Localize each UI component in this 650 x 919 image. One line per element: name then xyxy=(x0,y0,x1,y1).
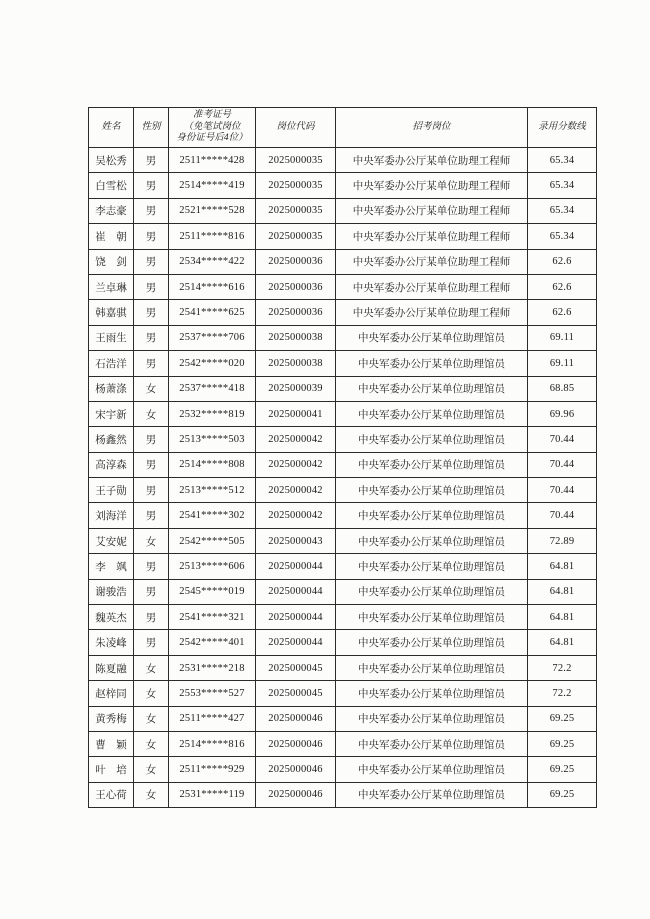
cell-position-code: 2025000045 xyxy=(256,681,336,706)
cell-name: 宋宇新 xyxy=(89,401,134,426)
cell-gender: 男 xyxy=(134,605,169,630)
cell-gender: 女 xyxy=(134,528,169,553)
cell-position-code: 2025000038 xyxy=(256,325,336,350)
cell-gender: 女 xyxy=(134,401,169,426)
table-row xyxy=(89,478,597,503)
cell-name: 白雪松 xyxy=(89,173,134,198)
cell-gender: 男 xyxy=(134,300,169,325)
cell-gender: 男 xyxy=(134,325,169,350)
cell-position-title: 中央军委办公厅某单位助理馆员 xyxy=(336,655,528,680)
cell-name: 朱凌峰 xyxy=(89,630,134,655)
cell-position-title: 中央军委办公厅某单位助理馆员 xyxy=(336,478,528,503)
cell-score: 72.2 xyxy=(528,681,597,706)
cell-score: 65.34 xyxy=(528,173,597,198)
cell-ticket-number: 2531*****119 xyxy=(169,782,256,807)
cell-position-title: 中央军委办公厅某单位助理工程师 xyxy=(336,173,528,198)
cell-position-title: 中央军委办公厅某单位助理馆员 xyxy=(336,503,528,528)
cell-score: 70.44 xyxy=(528,452,597,477)
cell-ticket-number: 2521*****528 xyxy=(169,198,256,223)
cell-score: 62.6 xyxy=(528,274,597,299)
table-row xyxy=(89,198,597,223)
cell-position-code: 2025000035 xyxy=(256,198,336,223)
table-row xyxy=(89,630,597,655)
table-row xyxy=(89,681,597,706)
cell-score: 72.2 xyxy=(528,655,597,680)
cell-position-code: 2025000046 xyxy=(256,706,336,731)
cell-position-title: 中央军委办公厅某单位助理馆员 xyxy=(336,579,528,604)
header-ticket-line2: （免笔试岗位 xyxy=(183,121,241,132)
cell-position-code: 2025000045 xyxy=(256,655,336,680)
table-row xyxy=(89,782,597,807)
cell-position-title: 中央军委办公厅某单位助理馆员 xyxy=(336,427,528,452)
cell-gender: 女 xyxy=(134,757,169,782)
cell-ticket-number: 2513*****606 xyxy=(169,554,256,579)
cell-gender: 男 xyxy=(134,224,169,249)
header-code: 岗位代码 xyxy=(256,108,336,148)
cell-gender: 女 xyxy=(134,655,169,680)
cell-score: 72.89 xyxy=(528,528,597,553)
table-row xyxy=(89,173,597,198)
cell-name: 艾安妮 xyxy=(89,528,134,553)
cell-gender: 男 xyxy=(134,173,169,198)
table-row xyxy=(89,706,597,731)
cell-gender: 女 xyxy=(134,706,169,731)
cell-ticket-number: 2541*****625 xyxy=(169,300,256,325)
table-row xyxy=(89,351,597,376)
cell-position-title: 中央军委办公厅某单位助理工程师 xyxy=(336,148,528,173)
cell-position-code: 2025000046 xyxy=(256,782,336,807)
cell-position-title: 中央军委办公厅某单位助理馆员 xyxy=(336,376,528,401)
cell-score: 70.44 xyxy=(528,427,597,452)
table-row xyxy=(89,249,597,274)
cell-position-code: 2025000044 xyxy=(256,579,336,604)
cell-score: 65.34 xyxy=(528,224,597,249)
cell-ticket-number: 2514*****419 xyxy=(169,173,256,198)
table-row xyxy=(89,731,597,756)
table-row xyxy=(89,554,597,579)
cell-score: 69.96 xyxy=(528,401,597,426)
cell-position-code: 2025000046 xyxy=(256,757,336,782)
cell-name: 陈夏融 xyxy=(89,655,134,680)
header-name: 姓名 xyxy=(89,108,134,148)
cell-name: 王心荷 xyxy=(89,782,134,807)
cell-gender: 男 xyxy=(134,452,169,477)
cell-score: 62.6 xyxy=(528,300,597,325)
cell-name: 吴松秀 xyxy=(89,148,134,173)
header-ticket xyxy=(169,108,256,148)
cell-position-code: 2025000044 xyxy=(256,605,336,630)
cell-position-title: 中央军委办公厅某单位助理馆员 xyxy=(336,401,528,426)
table-row xyxy=(89,503,597,528)
cell-position-code: 2025000042 xyxy=(256,478,336,503)
cell-position-title: 中央军委办公厅某单位助理馆员 xyxy=(336,681,528,706)
cell-name: 黄秀梅 xyxy=(89,706,134,731)
cell-position-title: 中央军委办公厅某单位助理馆员 xyxy=(336,731,528,756)
cell-name: 杨鑫然 xyxy=(89,427,134,452)
cell-ticket-number: 2531*****218 xyxy=(169,655,256,680)
cell-name: 李 飒 xyxy=(89,554,134,579)
cell-name: 高淳森 xyxy=(89,452,134,477)
cell-position-title: 中央军委办公厅某单位助理馆员 xyxy=(336,706,528,731)
cell-gender: 男 xyxy=(134,148,169,173)
cell-score: 64.81 xyxy=(528,630,597,655)
table-body xyxy=(89,148,597,808)
cell-name: 赵梓同 xyxy=(89,681,134,706)
cell-position-code: 2025000043 xyxy=(256,528,336,553)
cell-position-title: 中央军委办公厅某单位助理工程师 xyxy=(336,224,528,249)
cell-ticket-number: 2541*****321 xyxy=(169,605,256,630)
cell-position-code: 2025000036 xyxy=(256,300,336,325)
cell-position-title: 中央军委办公厅某单位助理馆员 xyxy=(336,452,528,477)
cell-gender: 男 xyxy=(134,478,169,503)
table-row xyxy=(89,605,597,630)
cell-name: 谢骏浩 xyxy=(89,579,134,604)
cell-position-code: 2025000036 xyxy=(256,249,336,274)
cell-name: 王子勋 xyxy=(89,478,134,503)
cell-position-code: 2025000038 xyxy=(256,351,336,376)
table-row xyxy=(89,757,597,782)
cell-name: 石浩洋 xyxy=(89,351,134,376)
table-row xyxy=(89,148,597,173)
cell-score: 65.34 xyxy=(528,198,597,223)
cell-position-code: 2025000035 xyxy=(256,173,336,198)
cell-ticket-number: 2545*****019 xyxy=(169,579,256,604)
cell-ticket-number: 2541*****302 xyxy=(169,503,256,528)
cell-name: 叶 培 xyxy=(89,757,134,782)
table-row xyxy=(89,427,597,452)
header-score: 录用分数线 xyxy=(528,108,597,148)
cell-gender: 女 xyxy=(134,731,169,756)
cell-position-code: 2025000042 xyxy=(256,503,336,528)
cell-name: 曹 颖 xyxy=(89,731,134,756)
cell-gender: 男 xyxy=(134,427,169,452)
cell-ticket-number: 2553*****527 xyxy=(169,681,256,706)
cell-position-title: 中央军委办公厅某单位助理馆员 xyxy=(336,630,528,655)
table-row xyxy=(89,452,597,477)
cell-ticket-number: 2513*****503 xyxy=(169,427,256,452)
table-row xyxy=(89,376,597,401)
cell-position-code: 2025000046 xyxy=(256,731,336,756)
cell-gender: 男 xyxy=(134,630,169,655)
cell-gender: 女 xyxy=(134,681,169,706)
cell-ticket-number: 2514*****616 xyxy=(169,274,256,299)
cell-gender: 男 xyxy=(134,554,169,579)
table-header xyxy=(89,108,597,148)
cell-position-title: 中央军委办公厅某单位助理工程师 xyxy=(336,249,528,274)
cell-gender: 女 xyxy=(134,376,169,401)
cell-score: 68.85 xyxy=(528,376,597,401)
cell-score: 65.34 xyxy=(528,148,597,173)
cell-name: 韩嘉骐 xyxy=(89,300,134,325)
cell-ticket-number: 2532*****819 xyxy=(169,401,256,426)
cell-score: 64.81 xyxy=(528,605,597,630)
cell-score: 69.11 xyxy=(528,325,597,350)
cell-name: 李志豪 xyxy=(89,198,134,223)
cell-ticket-number: 2513*****512 xyxy=(169,478,256,503)
cell-position-code: 2025000044 xyxy=(256,630,336,655)
cell-name: 王雨生 xyxy=(89,325,134,350)
table-row xyxy=(89,274,597,299)
cell-name: 刘海洋 xyxy=(89,503,134,528)
cell-score: 69.25 xyxy=(528,782,597,807)
cell-name: 杨萧涤 xyxy=(89,376,134,401)
cell-ticket-number: 2542*****401 xyxy=(169,630,256,655)
cell-score: 70.44 xyxy=(528,503,597,528)
cell-gender: 女 xyxy=(134,782,169,807)
header-position: 招考岗位 xyxy=(336,108,528,148)
cell-score: 64.81 xyxy=(528,554,597,579)
table-row xyxy=(89,300,597,325)
header-ticket-line1: 准考证号 xyxy=(192,109,231,120)
cell-position-code: 2025000042 xyxy=(256,452,336,477)
cell-position-code: 2025000035 xyxy=(256,224,336,249)
cell-position-code: 2025000041 xyxy=(256,401,336,426)
cell-ticket-number: 2542*****505 xyxy=(169,528,256,553)
cell-position-code: 2025000036 xyxy=(256,274,336,299)
cell-ticket-number: 2511*****816 xyxy=(169,224,256,249)
cell-position-title: 中央军委办公厅某单位助理工程师 xyxy=(336,274,528,299)
cell-ticket-number: 2534*****422 xyxy=(169,249,256,274)
score-table xyxy=(88,107,597,808)
cell-gender: 男 xyxy=(134,503,169,528)
cell-position-title: 中央军委办公厅某单位助理馆员 xyxy=(336,528,528,553)
table-row xyxy=(89,528,597,553)
cell-name: 兰卓琳 xyxy=(89,274,134,299)
cell-position-code: 2025000035 xyxy=(256,148,336,173)
cell-position-title: 中央军委办公厅某单位助理馆员 xyxy=(336,325,528,350)
cell-position-title: 中央军委办公厅某单位助理馆员 xyxy=(336,554,528,579)
cell-score: 69.11 xyxy=(528,351,597,376)
cell-ticket-number: 2511*****427 xyxy=(169,706,256,731)
cell-gender: 男 xyxy=(134,274,169,299)
cell-score: 70.44 xyxy=(528,478,597,503)
cell-gender: 男 xyxy=(134,249,169,274)
cell-score: 69.25 xyxy=(528,757,597,782)
cell-name: 饶 剑 xyxy=(89,249,134,274)
cell-ticket-number: 2514*****816 xyxy=(169,731,256,756)
cell-ticket-number: 2537*****706 xyxy=(169,325,256,350)
cell-name: 崔 朝 xyxy=(89,224,134,249)
cell-gender: 男 xyxy=(134,579,169,604)
cell-ticket-number: 2511*****929 xyxy=(169,757,256,782)
header-ticket-line3: 身份证号后4位） xyxy=(176,133,248,144)
table-row xyxy=(89,224,597,249)
cell-score: 69.25 xyxy=(528,731,597,756)
header-gender: 性别 xyxy=(134,108,169,148)
cell-score: 64.81 xyxy=(528,579,597,604)
cell-position-code: 2025000042 xyxy=(256,427,336,452)
cell-ticket-number: 2537*****418 xyxy=(169,376,256,401)
cell-gender: 男 xyxy=(134,198,169,223)
cell-position-title: 中央军委办公厅某单位助理工程师 xyxy=(336,300,528,325)
cell-ticket-number: 2514*****808 xyxy=(169,452,256,477)
header-row xyxy=(89,108,597,148)
cell-ticket-number: 2542*****020 xyxy=(169,351,256,376)
cell-position-title: 中央军委办公厅某单位助理工程师 xyxy=(336,198,528,223)
cell-position-code: 2025000044 xyxy=(256,554,336,579)
cell-ticket-number: 2511*****428 xyxy=(169,148,256,173)
cell-position-title: 中央军委办公厅某单位助理馆员 xyxy=(336,351,528,376)
table-row xyxy=(89,401,597,426)
table-row xyxy=(89,579,597,604)
cell-score: 62.6 xyxy=(528,249,597,274)
cell-position-title: 中央军委办公厅某单位助理馆员 xyxy=(336,782,528,807)
cell-position-title: 中央军委办公厅某单位助理馆员 xyxy=(336,605,528,630)
cell-position-title: 中央军委办公厅某单位助理馆员 xyxy=(336,757,528,782)
table-row xyxy=(89,325,597,350)
cell-gender: 男 xyxy=(134,351,169,376)
cell-position-code: 2025000039 xyxy=(256,376,336,401)
cell-name: 魏英杰 xyxy=(89,605,134,630)
table-row xyxy=(89,655,597,680)
cell-score: 69.25 xyxy=(528,706,597,731)
